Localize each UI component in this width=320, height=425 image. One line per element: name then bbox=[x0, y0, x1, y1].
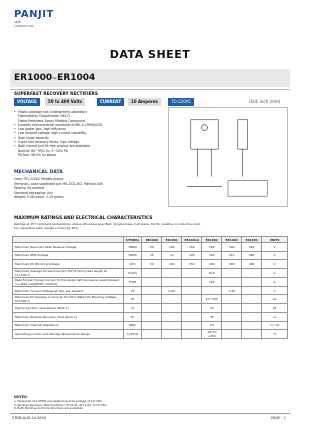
value-cell bbox=[242, 312, 262, 321]
value-cell: 300 bbox=[222, 243, 242, 252]
unit-cell: °C / W bbox=[262, 321, 288, 330]
value-cell: 10 / 500 bbox=[202, 295, 222, 304]
table-row bbox=[13, 321, 288, 330]
param-cell: Maximum DC Reverse Current at TA=25°C Rated DC Blocking Voltage TA=100°C bbox=[13, 295, 124, 304]
current-value-badge: 10 Amperes bbox=[128, 98, 161, 106]
note-item: 2. Reverse Recovery Test Conditions: IF=0.5A, IR=1.0A, Irr=0.25A. bbox=[14, 402, 108, 407]
value-cell bbox=[142, 321, 162, 330]
table-row bbox=[13, 251, 288, 260]
value-cell bbox=[142, 286, 162, 295]
package-outline-diagram bbox=[168, 107, 288, 207]
footer-doc-code: STRD-AUG.24.2004 bbox=[12, 416, 46, 420]
mech-line: Standard packaging: Any bbox=[14, 190, 53, 195]
symbol-cell: VF bbox=[123, 286, 142, 295]
value-cell bbox=[242, 321, 262, 330]
value-cell: 0.95 bbox=[162, 286, 182, 295]
unit-cell: V bbox=[262, 286, 288, 295]
value-cell: 50 bbox=[142, 243, 162, 252]
part-number-start: ER1000 bbox=[14, 73, 53, 83]
unit-cell: A bbox=[262, 268, 288, 277]
features-list bbox=[14, 110, 164, 157]
feature-item: Flame Retardant Epoxy Molding Compound bbox=[18, 118, 86, 123]
value-cell: ER1004 bbox=[242, 237, 262, 243]
table-row bbox=[13, 277, 288, 286]
value-cell: -65 TO +150 bbox=[202, 330, 222, 339]
param-cell: Maximum Recurrent Peak Reverse Voltage bbox=[13, 243, 124, 252]
value-cell: ER1002 bbox=[202, 237, 222, 243]
value-cell: 100 bbox=[162, 243, 182, 252]
value-cell bbox=[182, 286, 202, 295]
value-cell bbox=[222, 312, 242, 321]
unit-cell: UNITS bbox=[262, 237, 288, 243]
pinout-box bbox=[228, 181, 267, 197]
logo-sub-conductor: CONDUCTOR bbox=[14, 24, 34, 28]
value-cell bbox=[162, 321, 182, 330]
value-cell bbox=[242, 286, 262, 295]
param-cell: Maximum Average Forward Current 3/8"(9.5mm) lead length at TL=100°C bbox=[13, 268, 124, 277]
value-cell: 150 bbox=[182, 243, 202, 252]
value-cell bbox=[142, 268, 162, 277]
symbol-cell: SYMBOL bbox=[123, 237, 142, 243]
unit-note: Unit: inch (mm) bbox=[249, 99, 281, 104]
page-title: DATA SHEET bbox=[109, 48, 191, 61]
feature-item: Flammability Classification 94V-O bbox=[18, 114, 70, 119]
unit-cell: V bbox=[262, 251, 288, 260]
value-cell: 35 bbox=[202, 312, 222, 321]
symbol-cell: IF(AV) bbox=[123, 268, 142, 277]
symbol-cell: VDC bbox=[123, 260, 142, 269]
ratings-note-2: For capacitive load, derate current by 20%. bbox=[14, 225, 80, 230]
value-cell bbox=[162, 304, 182, 313]
table-row bbox=[13, 330, 288, 339]
value-cell: 50 bbox=[202, 304, 222, 313]
unit-cell: ns bbox=[262, 312, 288, 321]
value-cell: 280 bbox=[242, 251, 262, 260]
value-cell bbox=[182, 304, 202, 313]
value-cell bbox=[182, 330, 202, 339]
symbol-cell: TJ,TSTG bbox=[123, 330, 142, 339]
unit-cell: pF bbox=[262, 304, 288, 313]
max-ratings-heading: MAXIMUM RATINGS AND ELECTRICAL CHARACTERISTICS bbox=[14, 216, 153, 221]
feature-item: • High surge capacity bbox=[14, 136, 164, 140]
notes-list bbox=[14, 400, 284, 411]
symbol-cell: VRMS bbox=[123, 251, 142, 260]
ratings-note-1: Ratings at 25°C ambient temperature unless otherwise specified. Single phase, half wave, 60 Hz, resistive or inductive load. bbox=[14, 222, 202, 226]
symbol-cell: Trr bbox=[123, 312, 142, 321]
value-cell bbox=[142, 304, 162, 313]
unit-cell: V bbox=[262, 243, 288, 252]
table-row bbox=[13, 243, 288, 252]
value-cell bbox=[202, 286, 222, 295]
mech-line: Case: ITO-220AC Molded plastic bbox=[14, 177, 64, 181]
symbol-cell: VRRM bbox=[123, 243, 142, 252]
value-cell bbox=[222, 321, 242, 330]
footer-divider bbox=[10, 413, 290, 414]
value-cell: 400 bbox=[242, 260, 262, 269]
feature-item: • Plastic package has Underwriters Laboratory bbox=[14, 110, 164, 114]
mounting-hole bbox=[202, 125, 208, 131]
value-cell bbox=[222, 295, 242, 304]
value-cell bbox=[162, 268, 182, 277]
feature-item: • Exceeds environmental standards of MIL-S-19500/228 bbox=[14, 123, 164, 127]
table-row bbox=[13, 268, 288, 277]
symbol-cell: IR bbox=[123, 295, 142, 304]
value-cell: 150 bbox=[182, 260, 202, 269]
value-cell bbox=[182, 321, 202, 330]
value-cell bbox=[162, 277, 182, 286]
param-cell: Typical Junction capacitance (Note 1) bbox=[13, 304, 124, 313]
param-cell: Maximum RMS Voltage bbox=[13, 251, 124, 260]
value-cell: 300 bbox=[222, 260, 242, 269]
note-item: 3. Both Bonding and Chip structure are available. bbox=[14, 406, 84, 410]
value-cell bbox=[162, 312, 182, 321]
value-cell bbox=[182, 312, 202, 321]
product-subtitle: SUPERFAST RECOVERY RECTIFIERS bbox=[14, 92, 98, 97]
mech-line: Terminals: Lead solderable per MIL-STD-202, Method 208 bbox=[14, 181, 103, 186]
param-cell: Maximum Reverse Recovery Time (Note 2) bbox=[13, 312, 124, 321]
company-logo bbox=[14, 10, 62, 32]
value-cell: ER1001 bbox=[162, 237, 182, 243]
value-cell bbox=[222, 277, 242, 286]
part-number-sep: ~ bbox=[52, 75, 58, 82]
value-cell: ER1003 bbox=[222, 237, 242, 243]
part-number-end: ER1004 bbox=[57, 73, 96, 83]
logo-sub-semi: SEMI bbox=[14, 20, 22, 24]
table-row bbox=[13, 312, 288, 321]
value-cell: 210 bbox=[222, 251, 242, 260]
value-cell: 35 bbox=[142, 251, 162, 260]
note-item: 1. Measured at 1.0MHz and applied reverse voltage of 4.0 VDC. bbox=[14, 399, 104, 403]
value-cell: 10.0 bbox=[202, 268, 222, 277]
feature-item: Normal: 80~95% Sn, 5~20% Pb bbox=[18, 148, 68, 153]
value-cell bbox=[242, 268, 262, 277]
table-row bbox=[13, 295, 288, 304]
logo-text-pan: PAN bbox=[14, 9, 39, 20]
value-cell bbox=[142, 295, 162, 304]
value-cell bbox=[222, 268, 242, 277]
feature-item: Pb free: 98.5% Sn above bbox=[18, 152, 57, 157]
current-label-badge: CURRENT bbox=[97, 98, 124, 106]
param-cell: Maximum Thermal Resistance bbox=[13, 321, 124, 330]
mechanical-data-list bbox=[14, 177, 164, 200]
value-cell bbox=[142, 330, 162, 339]
logo-text-jit: JIT bbox=[38, 9, 54, 20]
value-cell: 140 bbox=[202, 251, 222, 260]
feature-item: • Low power loss, high efficiency bbox=[14, 127, 164, 131]
package-body-front bbox=[191, 120, 218, 149]
feature-item: • Both normal and Pb free product are available: bbox=[14, 144, 164, 148]
notes-heading: NOTES: bbox=[14, 395, 28, 399]
value-cell bbox=[182, 268, 202, 277]
table-row bbox=[13, 260, 288, 269]
value-cell: 3.0 bbox=[202, 321, 222, 330]
value-cell bbox=[242, 277, 262, 286]
value-cell: 400 bbox=[242, 243, 262, 252]
value-cell bbox=[162, 295, 182, 304]
mech-line: Polarity: As marked bbox=[14, 186, 44, 191]
value-cell: 125 bbox=[202, 277, 222, 286]
mech-line: Weight: 0.08 ounce, 2.24 grams bbox=[14, 195, 64, 200]
symbol-cell: IFSM bbox=[123, 277, 142, 286]
param-cell: Peak Forward Surge Current: 8.3ms single half sine wave superimposed on rated load(JEDEC method) bbox=[13, 277, 124, 286]
divider bbox=[10, 89, 290, 90]
value-cell bbox=[242, 295, 262, 304]
voltage-label-badge: VOLTAGE bbox=[14, 98, 40, 106]
value-cell bbox=[142, 277, 162, 286]
value-cell bbox=[242, 330, 262, 339]
ratings-table bbox=[12, 236, 288, 339]
value-cell bbox=[182, 295, 202, 304]
value-cell bbox=[182, 277, 202, 286]
value-cell: 105 bbox=[182, 251, 202, 260]
package-badge: TO-220AC bbox=[168, 98, 194, 106]
table-row bbox=[13, 286, 288, 295]
symbol-cell: RθJC bbox=[123, 321, 142, 330]
unit-cell: µA bbox=[262, 295, 288, 304]
table-row bbox=[13, 304, 288, 313]
package-body-side bbox=[238, 120, 248, 149]
param-cell: Maximum DC Blocking Voltage bbox=[13, 260, 124, 269]
value-cell: ER1000 bbox=[142, 237, 162, 243]
symbol-cell: CJ bbox=[123, 304, 142, 313]
value-cell bbox=[162, 330, 182, 339]
footer-page-number: PAGE . 1 bbox=[271, 416, 286, 420]
mechanical-data-heading: MECHANICAL DATA bbox=[14, 170, 63, 175]
unit-cell: A bbox=[262, 277, 288, 286]
value-cell: 200 bbox=[202, 260, 222, 269]
value-cell bbox=[142, 312, 162, 321]
param-cell: Maximum Forward Voltage at 10A, per element bbox=[13, 286, 124, 295]
max-ratings-note bbox=[14, 223, 289, 231]
value-cell bbox=[242, 304, 262, 313]
part-number bbox=[14, 73, 95, 83]
unit-cell: V bbox=[262, 260, 288, 269]
value-cell: 70 bbox=[162, 251, 182, 260]
unit-cell: °C bbox=[262, 330, 288, 339]
value-cell: 50 bbox=[142, 260, 162, 269]
value-cell bbox=[222, 330, 242, 339]
value-cell: 1.30 bbox=[222, 286, 242, 295]
feature-item: • Super fast recovery times, high voltage bbox=[14, 140, 164, 144]
voltage-value-badge: 50 to 400 Volts bbox=[45, 98, 85, 106]
value-cell: 200 bbox=[202, 243, 222, 252]
value-cell: ER1001A bbox=[182, 237, 202, 243]
value-cell bbox=[222, 304, 242, 313]
feature-item: • Low forward voltage, high current capability bbox=[14, 131, 164, 135]
value-cell: 100 bbox=[162, 260, 182, 269]
param-cell: Operating Junction and Storage Temperature Range bbox=[13, 330, 124, 339]
